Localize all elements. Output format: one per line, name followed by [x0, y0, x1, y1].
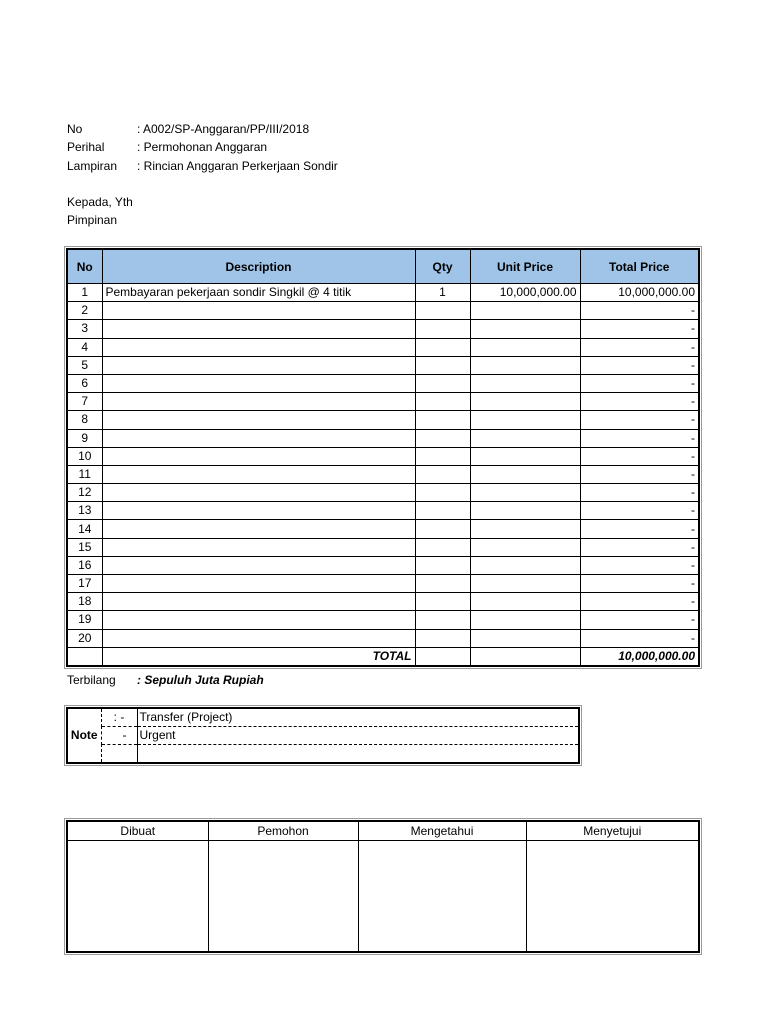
cell-unit-price	[470, 575, 580, 593]
cell-description	[102, 575, 415, 593]
cell-qty	[415, 520, 470, 538]
table-row	[67, 411, 699, 429]
note-text	[137, 745, 579, 764]
cell-total-price: -	[580, 338, 699, 356]
cell-description	[102, 393, 415, 411]
cell-no: 14	[67, 520, 102, 538]
signature-header-acknowledged: Mengetahui	[358, 821, 526, 841]
cell-qty	[415, 302, 470, 320]
cell-qty	[415, 484, 470, 502]
col-header-unit-price: Unit Price	[470, 249, 580, 284]
cell-no: 17	[67, 575, 102, 593]
cell-qty	[415, 575, 470, 593]
cell-qty: 1	[415, 284, 470, 302]
cell-no: 13	[67, 502, 102, 520]
cell-qty	[415, 411, 470, 429]
signature-box-acknowledged	[358, 841, 526, 953]
note-label: Note	[67, 708, 101, 763]
cell-qty	[415, 538, 470, 556]
cell-description	[102, 374, 415, 392]
cell-description	[102, 302, 415, 320]
col-header-no: No	[67, 249, 102, 284]
table-row	[67, 629, 699, 647]
table-row	[67, 520, 699, 538]
col-header-total-price: Total Price	[580, 249, 699, 284]
cell-total-price: -	[580, 611, 699, 629]
signature-header-prepared: Dibuat	[67, 821, 208, 841]
cell-total-price: -	[580, 393, 699, 411]
cell-no: 18	[67, 593, 102, 611]
note-row	[67, 708, 579, 727]
signature-header-row	[67, 821, 699, 841]
note-row	[67, 745, 579, 764]
cell-no: 7	[67, 393, 102, 411]
cell-total-price: -	[580, 374, 699, 392]
cell-unit-price	[470, 411, 580, 429]
cell-no: 8	[67, 411, 102, 429]
cell-total-price: -	[580, 484, 699, 502]
cell-description	[102, 556, 415, 574]
cell-unit-price	[470, 320, 580, 338]
table-row	[67, 284, 699, 302]
cell-description	[102, 356, 415, 374]
cell-unit-price	[470, 447, 580, 465]
cell-unit-price	[470, 629, 580, 647]
cell-total-price: -	[580, 502, 699, 520]
cell-total-price: -	[580, 320, 699, 338]
cell-description	[102, 429, 415, 447]
cell-unit-price	[470, 593, 580, 611]
cell-description: Pembayaran pekerjaan sondir Singkil @ 4 titik	[102, 284, 415, 302]
table-body	[67, 284, 699, 648]
cell-unit-price	[470, 502, 580, 520]
cell-no: 15	[67, 538, 102, 556]
cell-description	[102, 611, 415, 629]
cell-no: 4	[67, 338, 102, 356]
cell-unit-price	[470, 484, 580, 502]
cell-qty	[415, 593, 470, 611]
recipient-line-2: Pimpinan	[67, 213, 118, 227]
cell-total-price: -	[580, 538, 699, 556]
total-label: TOTAL	[102, 647, 415, 666]
cell-description	[102, 538, 415, 556]
attachment-value: : Rincian Anggaran Perkerjaan Sondir	[137, 159, 338, 173]
cell-unit-price	[470, 393, 580, 411]
cell-total-price: -	[580, 429, 699, 447]
cell-description	[102, 484, 415, 502]
cell-total-price: -	[580, 447, 699, 465]
signature-box-approved	[526, 841, 699, 953]
amount-in-words-value: : Sepuluh Juta Rupiah	[137, 673, 264, 687]
cell-qty	[415, 338, 470, 356]
subject-value: : Permohonan Anggaran	[137, 140, 268, 154]
table-row	[67, 465, 699, 483]
cell-qty	[415, 447, 470, 465]
table-row	[67, 484, 699, 502]
note-text: Transfer (Project)	[137, 708, 579, 727]
table-row	[67, 611, 699, 629]
cell-unit-price	[470, 611, 580, 629]
table-row	[67, 393, 699, 411]
cell-total-price: -	[580, 356, 699, 374]
cell-no: 2	[67, 302, 102, 320]
cell-description	[102, 629, 415, 647]
total-row	[67, 647, 699, 666]
table-row	[67, 429, 699, 447]
signature-table	[66, 820, 700, 953]
total-blank-unit	[470, 647, 580, 666]
cell-unit-price	[470, 556, 580, 574]
cell-description	[102, 502, 415, 520]
cell-total-price: -	[580, 629, 699, 647]
table-row	[67, 374, 699, 392]
cell-qty	[415, 320, 470, 338]
cell-qty	[415, 393, 470, 411]
amount-in-words-label: Terbilang	[67, 673, 116, 687]
cell-total-price: -	[580, 411, 699, 429]
cell-description	[102, 447, 415, 465]
cell-unit-price	[470, 374, 580, 392]
cell-no: 9	[67, 429, 102, 447]
cell-no: 6	[67, 374, 102, 392]
cell-description	[102, 411, 415, 429]
table-row	[67, 356, 699, 374]
cell-unit-price	[470, 429, 580, 447]
signature-box-prepared	[67, 841, 208, 953]
table-row	[67, 302, 699, 320]
table-row	[67, 320, 699, 338]
cell-qty	[415, 374, 470, 392]
cell-qty	[415, 465, 470, 483]
cell-total-price: -	[580, 520, 699, 538]
cell-qty	[415, 556, 470, 574]
cell-no: 10	[67, 447, 102, 465]
cell-description	[102, 520, 415, 538]
cell-no: 19	[67, 611, 102, 629]
cell-total-price: -	[580, 575, 699, 593]
cell-qty	[415, 429, 470, 447]
cell-total-price: -	[580, 302, 699, 320]
cell-no: 16	[67, 556, 102, 574]
cell-unit-price	[470, 538, 580, 556]
cell-description	[102, 320, 415, 338]
note-symbol: : -	[101, 708, 137, 727]
subject-label: Perihal	[67, 140, 105, 154]
table-row	[67, 447, 699, 465]
cell-total-price: -	[580, 593, 699, 611]
attachment-label: Lampiran	[67, 159, 118, 173]
note-symbol: -	[101, 727, 137, 745]
cell-no: 12	[67, 484, 102, 502]
cell-unit-price	[470, 356, 580, 374]
signature-header-approved: Menyetujui	[526, 821, 699, 841]
cell-unit-price	[470, 302, 580, 320]
table-row	[67, 593, 699, 611]
cell-qty	[415, 356, 470, 374]
cell-qty	[415, 629, 470, 647]
table-row	[67, 538, 699, 556]
total-value: 10,000,000.00	[580, 647, 699, 666]
cell-no: 11	[67, 465, 102, 483]
cell-total-price: -	[580, 556, 699, 574]
total-blank-qty	[415, 647, 470, 666]
cell-total-price: -	[580, 465, 699, 483]
cell-unit-price	[470, 465, 580, 483]
cell-qty	[415, 611, 470, 629]
col-header-qty: Qty	[415, 249, 470, 284]
note-symbol	[101, 745, 137, 764]
cell-unit-price	[470, 338, 580, 356]
letter-number-value: : A002/SP-Anggaran/PP/III/2018	[137, 122, 310, 136]
letter-number-label: No	[67, 122, 83, 136]
cell-total-price: 10,000,000.00	[580, 284, 699, 302]
table-row	[67, 338, 699, 356]
cell-description	[102, 465, 415, 483]
cell-unit-price	[470, 520, 580, 538]
cell-no: 1	[67, 284, 102, 302]
note-text: Urgent	[137, 727, 579, 745]
table-header-row	[67, 249, 699, 284]
cell-description	[102, 593, 415, 611]
table-row	[67, 502, 699, 520]
signature-box-row	[67, 841, 699, 953]
cell-description	[102, 338, 415, 356]
note-row	[67, 727, 579, 745]
signature-box-applicant	[208, 841, 358, 953]
cell-qty	[415, 502, 470, 520]
table-row	[67, 575, 699, 593]
col-header-description: Description	[102, 249, 415, 284]
cell-unit-price: 10,000,000.00	[470, 284, 580, 302]
cell-no: 3	[67, 320, 102, 338]
budget-table	[66, 248, 700, 667]
cell-no: 5	[67, 356, 102, 374]
recipient-line-1: Kepada, Yth	[67, 195, 133, 209]
table-row	[67, 556, 699, 574]
cell-no: 20	[67, 629, 102, 647]
note-table	[66, 707, 580, 764]
total-blank-no	[67, 647, 102, 666]
signature-header-applicant: Pemohon	[208, 821, 358, 841]
